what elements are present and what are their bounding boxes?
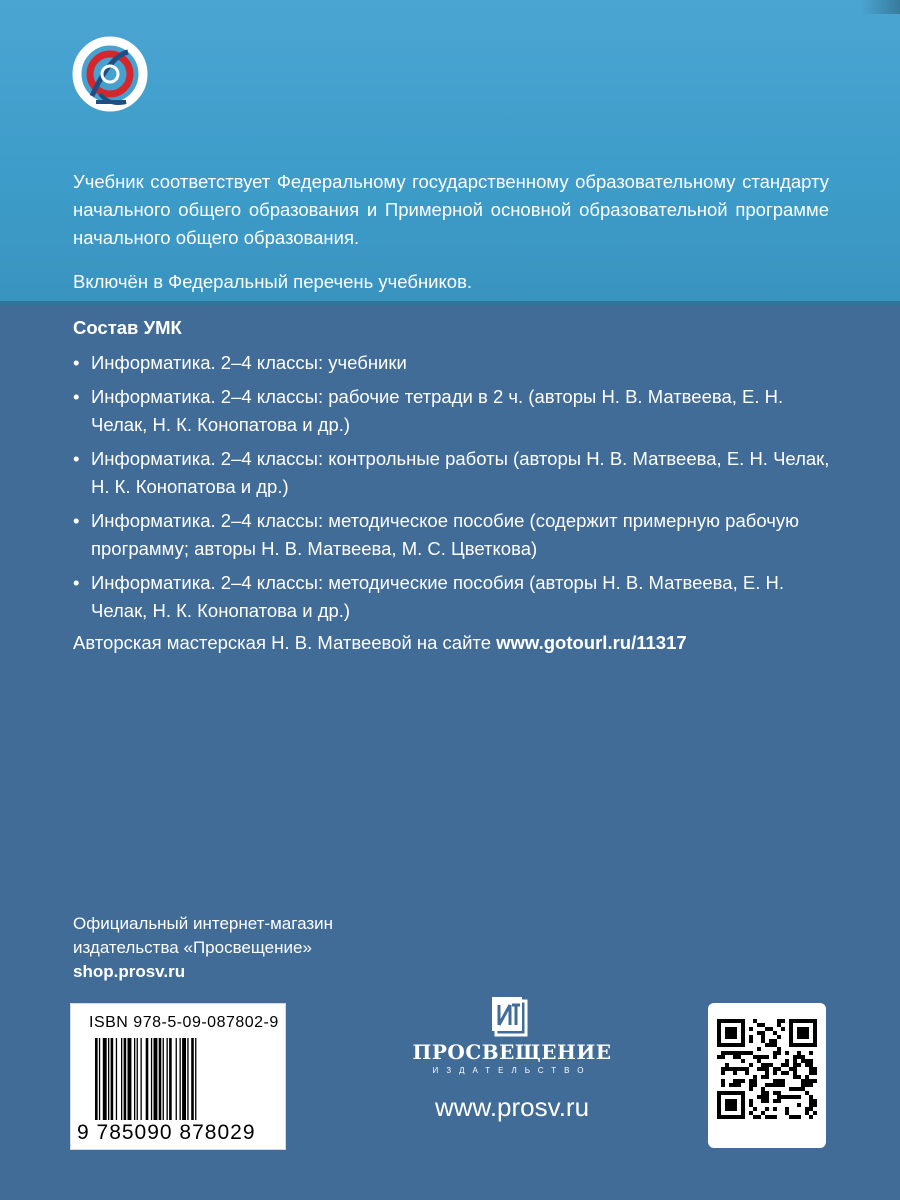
qr-module [721, 1051, 725, 1055]
qr-module [757, 1095, 761, 1099]
qr-module [805, 1059, 809, 1063]
barcode-bar [151, 1038, 152, 1120]
qr-module [797, 1115, 801, 1119]
barcode-bar [103, 1038, 107, 1120]
qr-module [813, 1067, 817, 1071]
qr-module [809, 1051, 813, 1055]
qr-module [785, 1095, 789, 1099]
qr-module [765, 1063, 769, 1067]
barcode-bar [141, 1038, 142, 1120]
qr-module [777, 1035, 781, 1039]
barcode-digits: 9 785090 878029 [77, 1121, 256, 1144]
barcode-bar [182, 1038, 186, 1120]
qr-module [793, 1063, 797, 1067]
qr-module [761, 1067, 765, 1071]
qr-module [809, 1107, 813, 1111]
qr-module [729, 1051, 733, 1055]
qr-module [773, 1083, 777, 1087]
qr-module [765, 1095, 769, 1099]
qr-module [785, 1071, 789, 1075]
qr-module [773, 1043, 777, 1047]
qr-module [765, 1091, 769, 1095]
barcode-bar [108, 1038, 109, 1120]
qr-module [733, 1079, 737, 1083]
qr-module [797, 1103, 801, 1107]
qr-module [717, 1055, 721, 1059]
qr-module [773, 1079, 777, 1083]
qr-module [745, 1071, 749, 1075]
qr-module [777, 1083, 781, 1087]
qr-module [761, 1055, 765, 1059]
barcode-bar [128, 1038, 132, 1120]
qr-module [725, 1099, 737, 1111]
qr-module [765, 1027, 769, 1031]
barcode-bar [121, 1038, 122, 1120]
qr-module [801, 1083, 805, 1087]
federal-list-text: Включён в Федеральный перечень учебников. [73, 271, 473, 292]
barcode-bar [124, 1038, 127, 1120]
qr-module [753, 1055, 757, 1059]
qr-module [761, 1031, 765, 1035]
qr-module [797, 1051, 801, 1055]
list-item [73, 569, 833, 625]
barcode-bar [137, 1038, 138, 1120]
qr-module [721, 1071, 725, 1075]
qr-module [753, 1079, 757, 1083]
qr-module [777, 1095, 781, 1099]
qr-module [781, 1083, 785, 1087]
qr-module [793, 1095, 797, 1099]
qr-module [733, 1067, 737, 1071]
qr-module [765, 1043, 769, 1047]
list-item-text: Информатика. 2–4 классы: контрольные работы (авторы Н. В. Матвеева, Е. Н. Челак, Н. К. Конопатова и др.) [91, 448, 830, 497]
qr-module [745, 1067, 749, 1071]
qr-module [741, 1059, 745, 1063]
qr-module [777, 1023, 781, 1027]
qr-module [773, 1107, 777, 1111]
qr-module [777, 1047, 781, 1051]
qr-module [729, 1067, 733, 1071]
qr-module [725, 1063, 729, 1067]
qr-module [769, 1043, 773, 1047]
qr-module [773, 1091, 777, 1095]
qr-module [753, 1075, 757, 1079]
qr-module [789, 1067, 793, 1071]
qr-module [761, 1039, 765, 1043]
qr-module [797, 1063, 801, 1067]
qr-module [741, 1079, 745, 1083]
qr-module [773, 1067, 777, 1071]
qr-module [737, 1083, 741, 1087]
qr-module [809, 1059, 813, 1063]
qr-code[interactable] [708, 1003, 826, 1148]
umk-title: Состав УМК [73, 317, 182, 338]
qr-module [765, 1055, 769, 1059]
umk-list [73, 349, 833, 631]
shop-line-2: издательства «Просвещение» [73, 938, 312, 957]
barcode-bar [163, 1038, 164, 1120]
author-workshop-text: Авторская мастерская Н. В. Матвеевой на сайте [73, 632, 491, 653]
qr-module [793, 1087, 797, 1091]
qr-module [813, 1099, 817, 1103]
standard-compliance-text: Учебник соответствует Федеральному государственному образовательному стандарту начального общего образования и Примерной основной образовательной программе начального общего образования. [73, 171, 829, 248]
qr-module [801, 1087, 805, 1091]
qr-module [805, 1063, 809, 1067]
qr-module [721, 1055, 725, 1059]
qr-module [793, 1071, 797, 1075]
qr-module [757, 1023, 761, 1027]
qr-module [777, 1019, 781, 1023]
qr-module [781, 1095, 785, 1099]
qr-module [733, 1083, 737, 1087]
qr-module [725, 1027, 737, 1039]
qr-module [793, 1055, 797, 1059]
qr-code-icon [717, 1019, 817, 1119]
qr-module [753, 1019, 757, 1023]
qr-module [785, 1063, 789, 1067]
list-item-text: Информатика. 2–4 классы: методическое пособие (содержит примерную рабочую программу; авторы Н. В. Матвеева, М. С. Цветкова) [91, 510, 799, 559]
list-item [73, 507, 833, 563]
qr-module [777, 1051, 781, 1055]
qr-module [797, 1027, 809, 1039]
qr-module [749, 1079, 753, 1083]
qr-module [761, 1063, 765, 1067]
qr-module [781, 1019, 785, 1023]
qr-module [785, 1107, 789, 1111]
qr-module [805, 1079, 809, 1083]
qr-module [721, 1083, 725, 1087]
qr-module [789, 1095, 793, 1099]
bullet: • [73, 448, 80, 469]
qr-module [761, 1099, 765, 1103]
qr-module [805, 1111, 809, 1115]
qr-module [785, 1051, 789, 1055]
qr-module [809, 1095, 813, 1099]
list-item-text: Информатика. 2–4 классы: учебники [91, 352, 407, 373]
list-item [73, 349, 833, 377]
qr-module [785, 1059, 789, 1063]
qr-module [761, 1095, 765, 1099]
qr-module [813, 1071, 817, 1075]
qr-module [757, 1067, 761, 1071]
qr-module [809, 1115, 813, 1119]
qr-module [773, 1115, 777, 1119]
qr-module [757, 1115, 761, 1119]
publisher-name: ПРОСВЕЩЕНИЕ [412, 1040, 612, 1064]
qr-module [749, 1103, 753, 1107]
qr-module [809, 1099, 813, 1103]
qr-module [773, 1031, 777, 1035]
qr-module [809, 1083, 813, 1087]
barcode-bar [191, 1038, 194, 1120]
qr-module [793, 1059, 797, 1063]
qr-module [789, 1115, 793, 1119]
barcode-bar [176, 1038, 177, 1120]
qr-module [805, 1091, 809, 1095]
qr-module [729, 1083, 733, 1087]
list-item-text: Информатика. 2–4 классы: методические пособия (авторы Н. В. Матвеева, Е. Н. Челак, Н. К. Конопатова и др.) [91, 572, 784, 621]
qr-module [749, 1111, 753, 1115]
isbn-label: ISBN 978-5-09-087802-9 [89, 1014, 279, 1031]
qr-module [805, 1075, 809, 1079]
qr-module [725, 1051, 729, 1055]
qr-module [769, 1027, 773, 1031]
qr-module [813, 1103, 817, 1107]
qr-module [765, 1115, 769, 1119]
shop-block [73, 912, 333, 984]
qr-module [797, 1087, 801, 1091]
qr-module [797, 1055, 801, 1059]
barcode-bar [187, 1038, 188, 1120]
barcode-bar [167, 1038, 168, 1120]
qr-module [749, 1087, 753, 1091]
list-item-text: Информатика. 2–4 классы: рабочие тетради в 2 ч. (авторы Н. В. Матвеева, Е. Н. Челак, Н. К. Конопатова и др.) [91, 386, 784, 435]
barcode-bars [95, 1038, 275, 1120]
qr-module [765, 1071, 769, 1075]
qr-module [737, 1079, 741, 1083]
qr-module [761, 1091, 765, 1095]
qr-module [725, 1067, 729, 1071]
qr-module [777, 1099, 781, 1103]
qr-module [813, 1111, 817, 1115]
qr-module [757, 1031, 761, 1035]
qr-module [809, 1071, 813, 1075]
qr-module [769, 1083, 773, 1087]
qr-module [809, 1063, 813, 1067]
qr-module [761, 1075, 765, 1079]
corner-shadow [860, 0, 900, 14]
barcode [70, 1003, 286, 1150]
qr-module [773, 1039, 777, 1043]
qr-module [773, 1071, 777, 1075]
shop-link[interactable]: shop.prosv.ru [73, 962, 186, 981]
qr-module [721, 1079, 725, 1083]
qr-module [753, 1083, 757, 1087]
qr-module [749, 1051, 753, 1055]
qr-module [765, 1099, 769, 1103]
barcode-bar [134, 1038, 135, 1120]
qr-module [749, 1027, 753, 1031]
barcode-bar [180, 1038, 181, 1120]
qr-module [773, 1099, 777, 1103]
shop-line-1: Официальный интернет-магазин [73, 914, 334, 933]
bullet: • [73, 352, 80, 373]
qr-module [753, 1107, 757, 1111]
barcode-bar [116, 1038, 117, 1120]
qr-module [777, 1091, 781, 1095]
barcode-bar [99, 1038, 100, 1120]
qr-module [805, 1107, 809, 1111]
qr-module [765, 1075, 769, 1079]
qr-module [769, 1063, 773, 1067]
qr-module [749, 1035, 753, 1039]
qr-module [793, 1067, 797, 1071]
qr-module [781, 1079, 785, 1083]
qr-module [741, 1051, 745, 1055]
qr-module [785, 1111, 789, 1115]
qr-module [781, 1027, 785, 1031]
prosveshchenie-logo-icon [490, 995, 534, 1041]
qr-module [741, 1067, 745, 1071]
qr-module [761, 1111, 765, 1115]
qr-module [737, 1051, 741, 1055]
qr-module [797, 1095, 801, 1099]
bullet: • [73, 572, 80, 593]
author-workshop-link[interactable]: www.gotourl.ru/11317 [496, 632, 687, 653]
qr-module [749, 1063, 753, 1067]
qr-module [801, 1059, 805, 1063]
qr-module [733, 1051, 737, 1055]
barcode-bar [169, 1038, 172, 1120]
qr-module [809, 1067, 813, 1071]
qr-module [777, 1079, 781, 1083]
qr-module [757, 1047, 761, 1051]
publisher-subtitle: ИЗДАТЕЛЬСТВО [432, 1066, 592, 1075]
qr-module [745, 1051, 749, 1055]
barcode-bar [195, 1038, 196, 1120]
qr-module [773, 1051, 777, 1055]
list-item [73, 383, 833, 439]
barcode-bar [154, 1038, 158, 1120]
qr-module [721, 1067, 725, 1071]
qr-module [757, 1055, 761, 1059]
qr-module [793, 1115, 797, 1119]
qr-module [761, 1087, 765, 1091]
qr-module [737, 1055, 741, 1059]
qr-module [769, 1039, 773, 1043]
qr-module [749, 1039, 753, 1043]
qr-module [809, 1079, 813, 1083]
publisher-link[interactable]: www.prosv.ru [434, 1092, 590, 1122]
qr-module [801, 1055, 805, 1059]
qr-module [777, 1067, 781, 1071]
qr-module [789, 1087, 793, 1091]
qr-module [809, 1103, 813, 1107]
qr-module [765, 1107, 769, 1111]
qr-module [769, 1115, 773, 1119]
qr-module [757, 1059, 761, 1063]
qr-module [801, 1079, 805, 1083]
qr-module [813, 1079, 817, 1083]
fgos-logo-icon [70, 36, 150, 116]
barcode-bar [159, 1038, 162, 1120]
qr-module [749, 1083, 753, 1087]
barcode-bar [146, 1038, 149, 1120]
qr-module [749, 1099, 753, 1103]
qr-module [797, 1075, 801, 1079]
qr-module [761, 1023, 765, 1027]
list-item [73, 445, 833, 501]
qr-module [733, 1055, 737, 1059]
qr-module [805, 1083, 809, 1087]
qr-module [781, 1063, 785, 1067]
qr-module [765, 1083, 769, 1087]
qr-module [773, 1055, 777, 1059]
barcode-bar [111, 1038, 114, 1120]
qr-module [793, 1075, 797, 1079]
barcode-bar [95, 1038, 98, 1120]
author-workshop-line [73, 632, 687, 654]
bullet: • [73, 510, 80, 531]
qr-module [737, 1067, 741, 1071]
qr-module [753, 1115, 757, 1119]
qr-module [781, 1071, 785, 1075]
qr-module [733, 1071, 737, 1075]
bullet: • [73, 386, 80, 407]
qr-module [761, 1035, 765, 1039]
qr-module [765, 1067, 769, 1071]
